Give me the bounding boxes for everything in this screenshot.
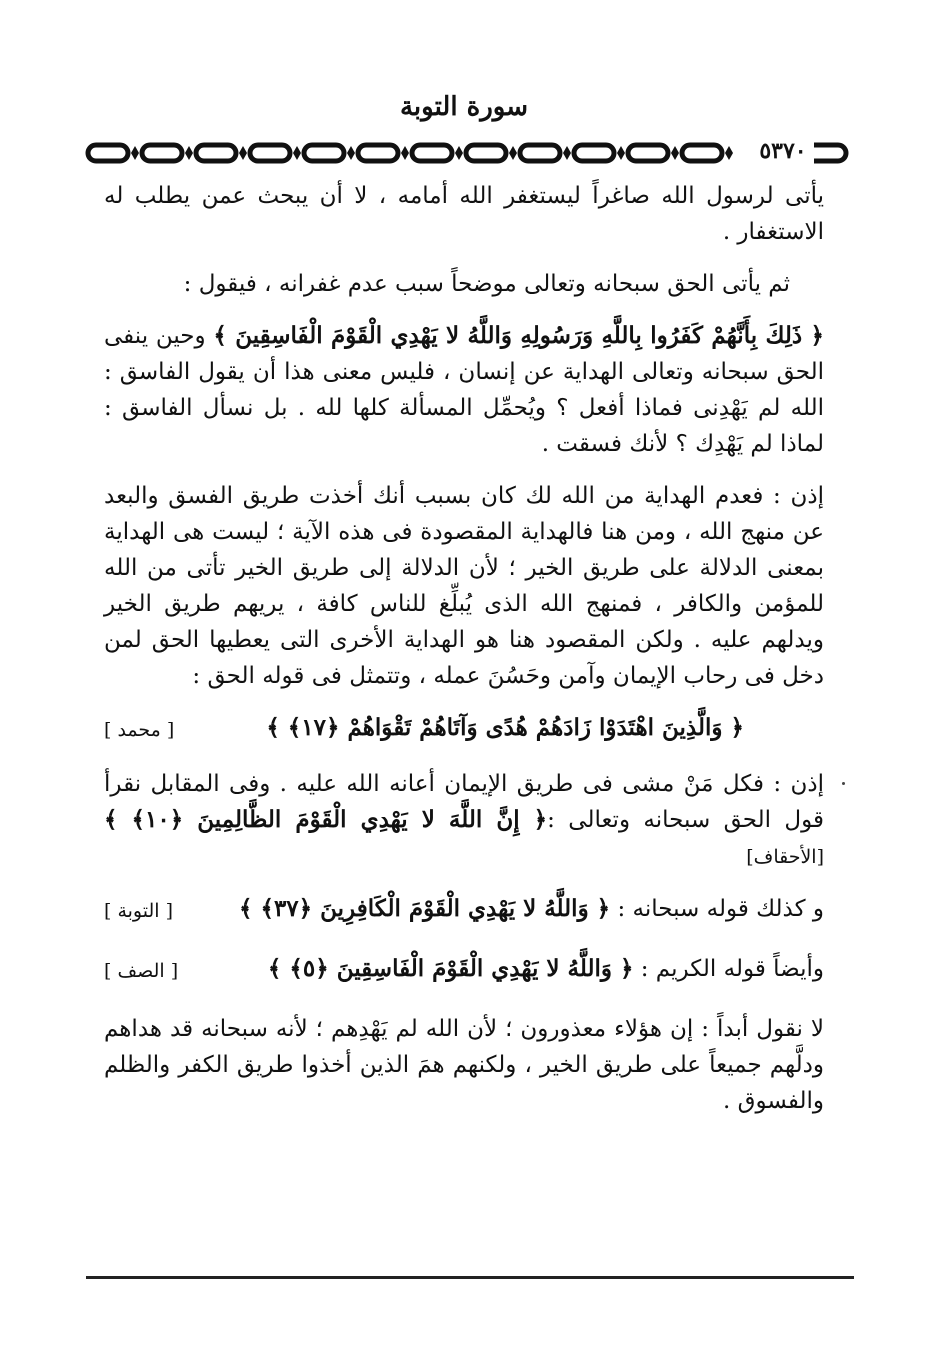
surah-reference: [الأحقاف] bbox=[746, 846, 824, 868]
verse-line bbox=[104, 951, 824, 997]
paragraph-with-verse bbox=[104, 318, 824, 462]
paragraph: ثم يأتى الحق سبحانه وتعالى موضحاً سبب عدم غفرانه ، فيقول : bbox=[183, 271, 790, 297]
main-text bbox=[104, 178, 824, 1135]
paragraph: لا نقول أبداً : إن هؤلاء معذورون ؛ لأن الله لم يَهْدِهم ؛ لأنه سبحانه قد هداهم ودلَّهم جميعاً على طريق الخير ، ولكنهم همَ الذين أخذوا طريق الكفر والظلم والفسوق . bbox=[104, 1016, 824, 1114]
paragraph: يأتى لرسول الله صاغراً ليستغفر الله أمامه ، لا أن يبحث عمن يطلب له الاستغفار . bbox=[104, 183, 824, 245]
surah-reference: [ الصف ] bbox=[104, 960, 179, 982]
verse-line bbox=[104, 891, 824, 937]
quran-verse: ﴿ وَالَّذِينَ اهْتَدَوْا زَادَهُمْ هُدًى وَآتَاهُمْ تَقْوَاهُمْ ﴿١٧﴾ ﴾ bbox=[266, 714, 744, 741]
quran-verse: ﴿ ذَلِكَ بِأَنَّهُمْ كَفَرُوا بِاللَّهِ وَرَسُولِهِ وَاللَّهُ لا يَهْدِي الْقَوْمَ الْفَاسِقِينَ ﴾ bbox=[213, 322, 824, 349]
verse-intro bbox=[268, 951, 824, 987]
page-number: ٥٣٧٠ bbox=[752, 138, 814, 164]
surah-title: سورة التوبة bbox=[399, 92, 529, 122]
quran-verse: ﴿ إِنَّ اللَّهَ لا يَهْدِي الْقَوْمَ الظَّالِمِينَ ﴿١٠﴾ ﴾ bbox=[104, 806, 548, 833]
paragraph-with-verse bbox=[104, 766, 824, 875]
paragraph-text: إذن : فكل مَنْ مشى فى طريق الإيمان أعانه الله عليه . وفى المقابل نقرأ قول الحق سبحانه وتعالى : bbox=[104, 771, 824, 833]
ornamental-border bbox=[84, 136, 854, 170]
paragraph-text: وأيضاً قوله الكريم : bbox=[640, 956, 824, 982]
paragraph-text: و كذلك قوله سبحانه : bbox=[617, 896, 824, 922]
verse-line bbox=[104, 710, 824, 756]
quran-verse: ﴿ وَاللَّهُ لا يَهْدِي الْقَوْمَ الْفَاسِقِينَ ﴿٥﴾ ﴾ bbox=[267, 955, 634, 982]
paragraph-text: وحين ينفى الحق سبحانه وتعالى الهداية عن إنسان ، فليس معنى هذا أن يقول الفاسق : الله لم يَهْدِنى فماذا أفعل ؟ ويُحمِّل المسألة كلها لله . بل نسأل الفاسق : لماذا لم يَهْدِك ؟ لأنك فسقت . bbox=[104, 323, 824, 457]
surah-reference: [ محمد ] bbox=[104, 719, 175, 741]
footer-rule bbox=[86, 1276, 854, 1279]
verse-intro bbox=[239, 891, 824, 927]
scan-speck bbox=[842, 782, 845, 785]
surah-reference: [ التوبة ] bbox=[104, 900, 173, 922]
quran-verse: ﴿ وَاللَّهُ لا يَهْدِي الْقَوْمَ الْكَافِرِينَ ﴿٣٧﴾ ﴾ bbox=[238, 895, 611, 922]
paragraph: إذن : فعدم الهداية من الله لك كان بسبب أنك أخذت طريق الفسق والبعد عن منهج الله ، ومن هنا فالهداية المقصودة فى هذه الآية ؛ ليست هى الهداية بمعنى الدلالة على طريق الخير ؛ لأن الدلالة إلى طريق الخير تأتى من الله للمؤمن والكافر ، فمنهج الله الذى يُبلِّغ للناس كافة ، يريهم طريق الخير ويدلهم عليه . ولكن المقصود هنا هو الهداية الأخرى التى يعطيها الحق لمن دخل فى رحاب الإيمان وآمن وحَسُنَ عمله ، وتتمثل فى قوله الحق : bbox=[104, 483, 824, 689]
